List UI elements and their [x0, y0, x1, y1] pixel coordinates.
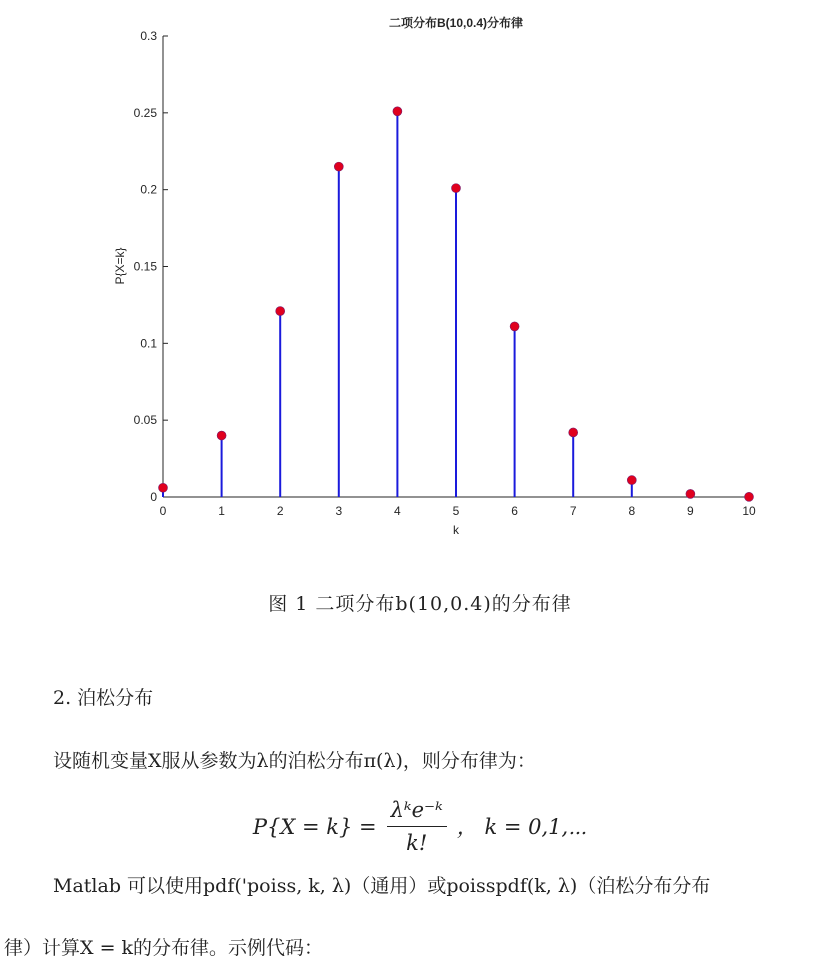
y-tick-label: 0 [150, 490, 157, 504]
stem-marker [745, 492, 754, 501]
y-tick-label: 0.1 [140, 336, 157, 351]
formula-lhs: P{X = k} = [252, 814, 377, 839]
formula-fraction [387, 796, 447, 857]
x-tick-label: 5 [452, 504, 460, 518]
y-tick-label: 0.3 [140, 29, 157, 43]
paragraph-2: Matlab 可以使用pdf('poiss, k, λ)（通用）或poisspdf(k, λ)（泊松分布分布 [53, 875, 711, 897]
y-tick-label: 0.2 [140, 182, 157, 197]
x-tick-label: 9 [687, 504, 694, 518]
stem-marker [627, 476, 636, 485]
x-tick-label: 10 [742, 504, 756, 518]
stem-marker [217, 431, 226, 440]
stem-marker [686, 489, 695, 498]
formula-numerator: λᵏe⁻ᵏ [387, 796, 447, 827]
formula-denominator: k! [406, 831, 428, 855]
x-tick-label: 3 [335, 504, 343, 518]
x-tick-label: 2 [276, 504, 284, 518]
stem-marker [334, 162, 343, 171]
x-tick-label: 1 [218, 504, 225, 518]
formula-rhs: ， k = 0,1,⋯ [456, 814, 588, 839]
stem-marker [510, 322, 519, 331]
y-tick-label: 0.15 [133, 259, 157, 274]
stem-marker [159, 483, 168, 492]
y-tick-label: 0.05 [133, 413, 157, 428]
x-tick-label: 0 [159, 504, 167, 518]
stem-marker [452, 184, 461, 193]
figure-caption: 图 1 二项分布b(10,0.4)的分布律 [268, 593, 572, 615]
poisson-formula [0, 796, 840, 860]
x-ticks [160, 492, 756, 518]
x-axis-label: k [453, 523, 459, 537]
stem-marker [393, 107, 402, 116]
y-axis-label: P{X=k} [113, 247, 127, 285]
x-tick-label: 4 [394, 504, 401, 518]
x-tick-label: 8 [628, 504, 636, 518]
y-tick-label: 0.25 [133, 105, 157, 120]
stem-marker [276, 307, 285, 316]
section-heading: 2. 泊松分布 [53, 687, 154, 709]
paragraph-3: 律）计算X = k的分布律。示例代码： [4, 937, 324, 959]
x-tick-label: 6 [511, 504, 518, 518]
paragraph-1: 设随机变量X服从参数为λ的泊松分布π(λ)，则分布律为： [53, 750, 536, 772]
stem-marker [569, 428, 578, 437]
stems [159, 107, 754, 502]
chart-title: 二项分布B(10,0.4)分布律 [388, 16, 524, 30]
x-tick-label: 7 [569, 504, 577, 518]
